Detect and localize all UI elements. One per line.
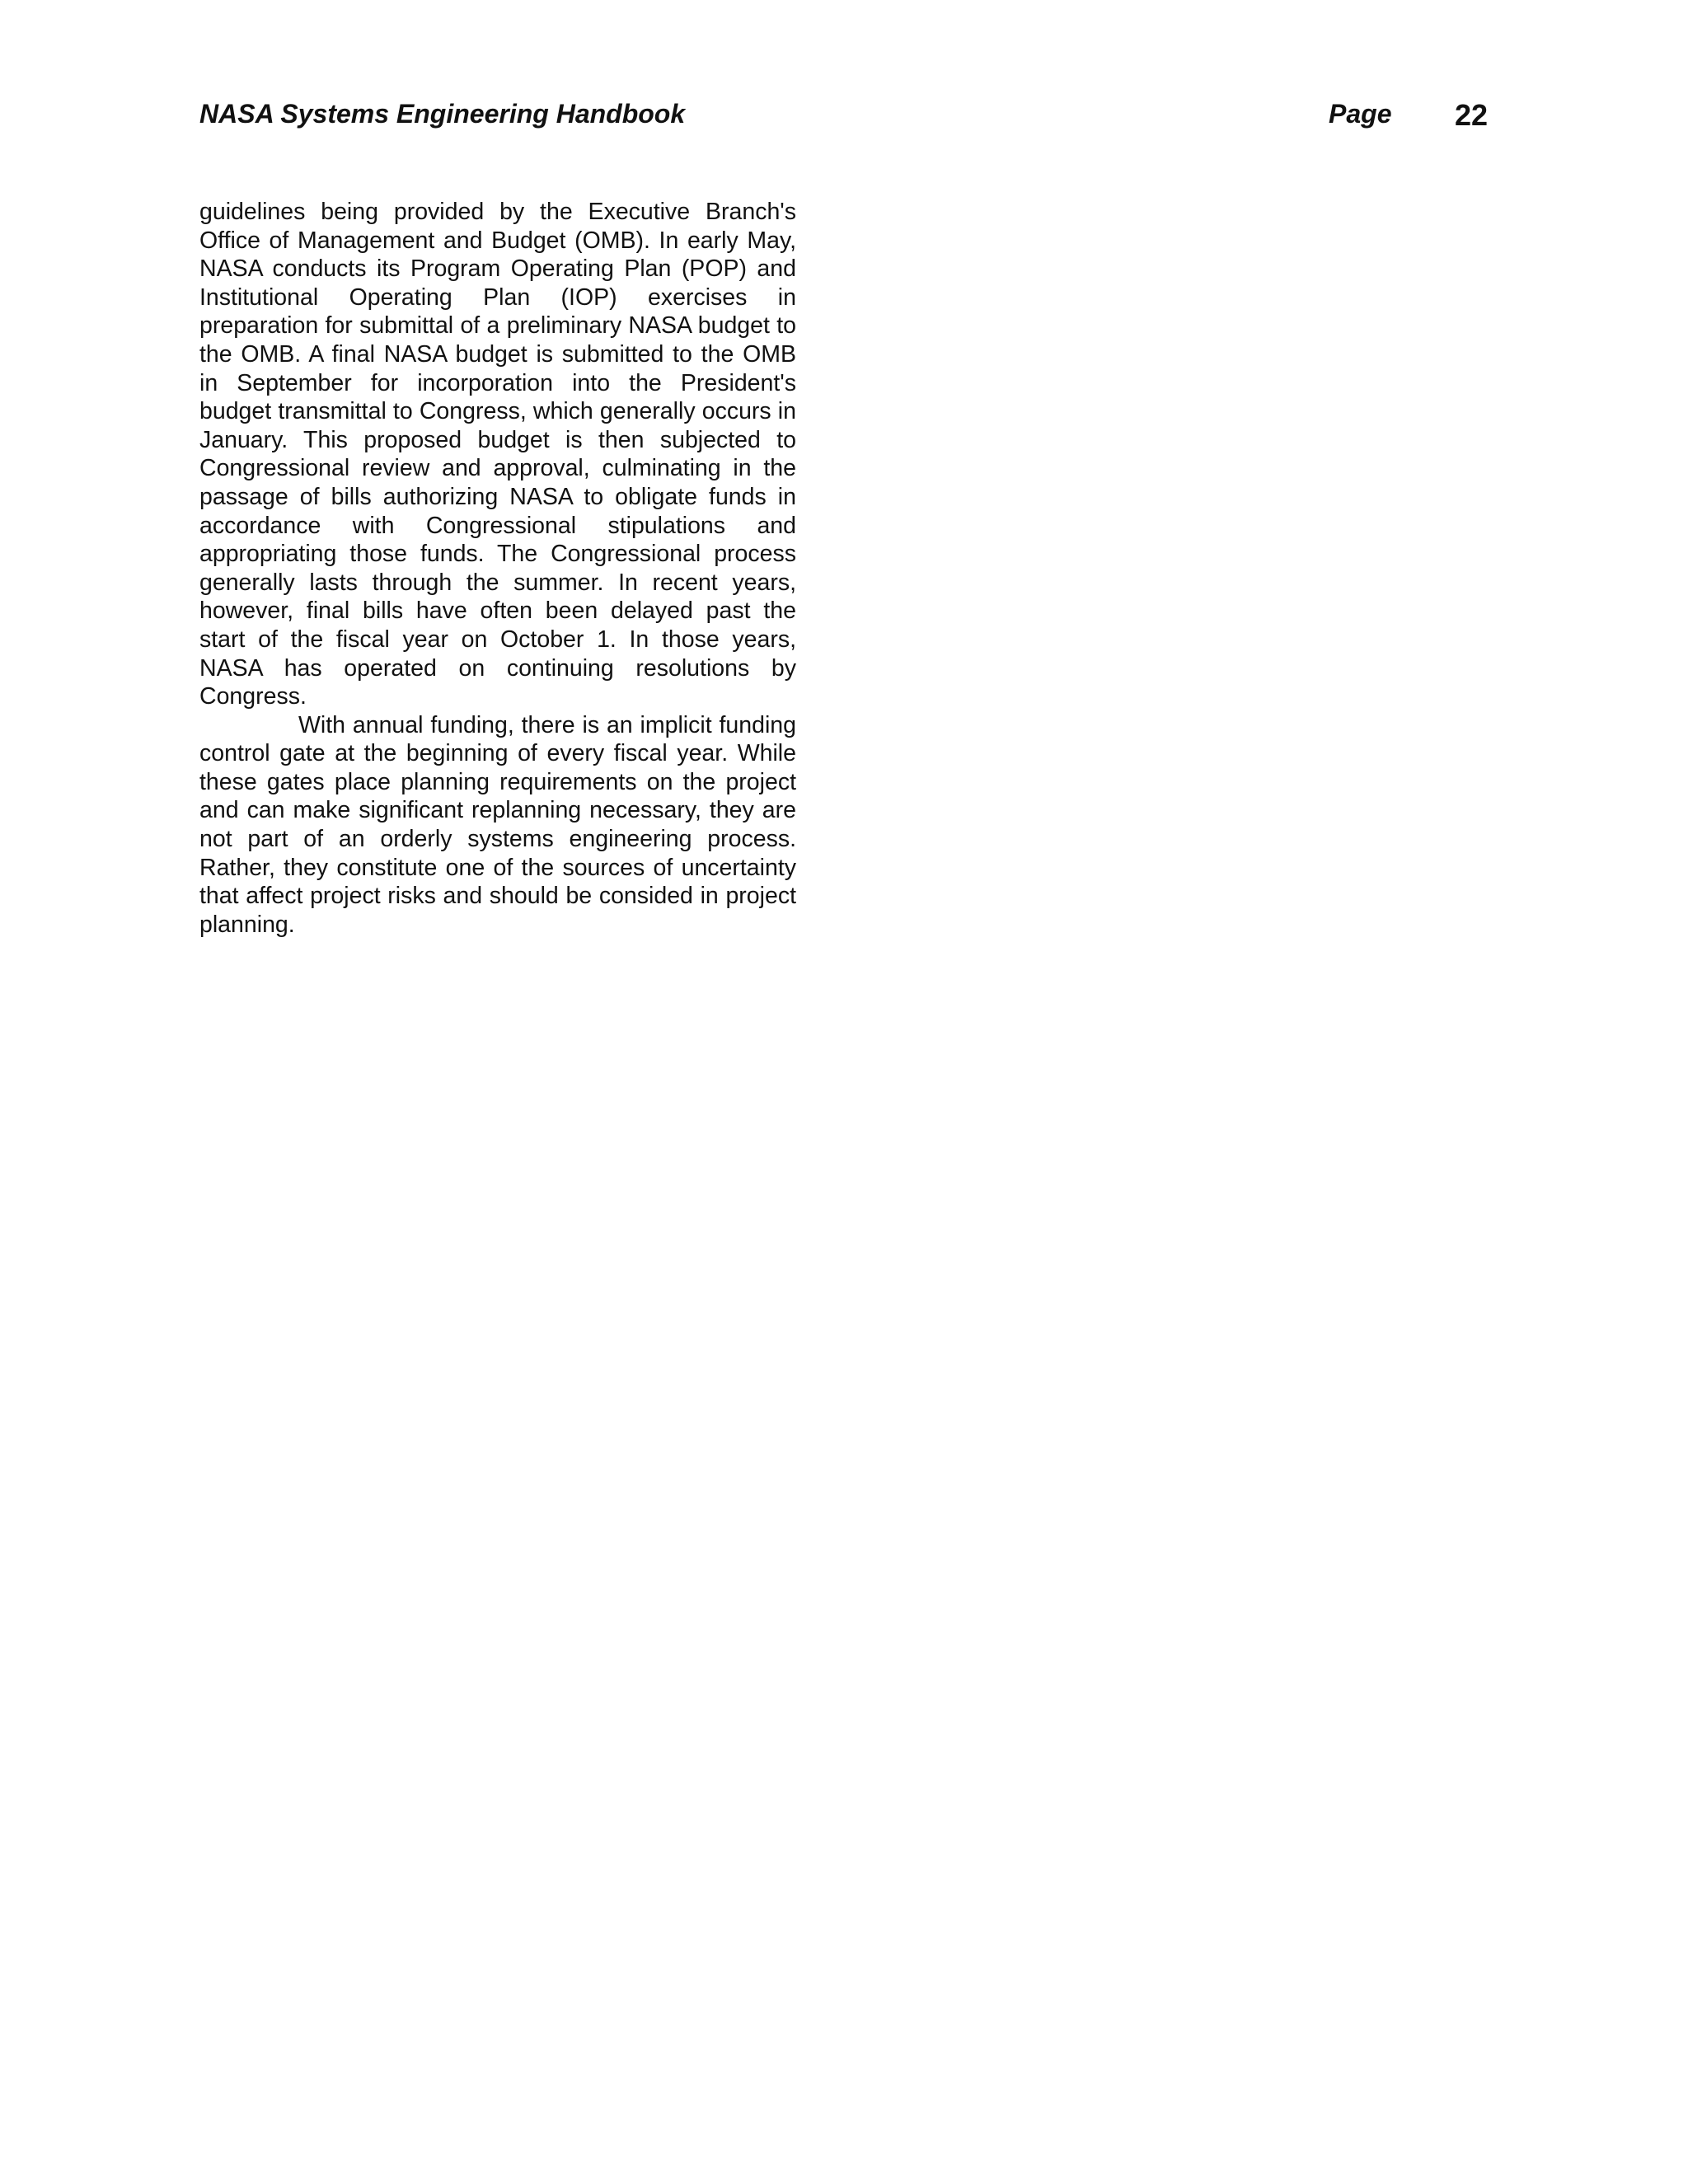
page-label: Page: [1329, 99, 1392, 129]
body-text-column: [199, 198, 796, 939]
running-header-title: NASA Systems Engineering Handbook: [199, 99, 686, 129]
body-paragraph: With annual funding, there is an implicit funding control gate at the beginning of every fiscal year. While these gates place planning requirements on the project and can make significant replanning necessary, they are not part of an orderly systems engineering process. Rather, they constitute one of the sources of uncertainty that affect project risks and should be consided in project planning.: [199, 711, 796, 938]
page-number: 22: [1455, 98, 1489, 132]
body-paragraph: guidelines being provided by the Executive Branch's Office of Management and Budget (OMB). In early May, NASA conducts its Program Operating Plan (POP) and Institutional Operating Plan (IOP) exercises in preparation for submittal of a preliminary NASA budget to the OMB. A final NASA budget is submitted to the OMB in September for incorporation into the President's budget transmittal to Congress, which generally occurs in January. This proposed budget is then subjected to Congressional review and approval, culminating in the passage of bills authorizing NASA to obligate funds in accordance with Congressional stipulations and appropriating those funds. The Congressional process generally lasts through the summer. In recent years, however, final bills have often been delayed past the start of the fiscal year on October 1. In those years, NASA has operated on continuing resolutions by Congress.: [199, 199, 796, 710]
